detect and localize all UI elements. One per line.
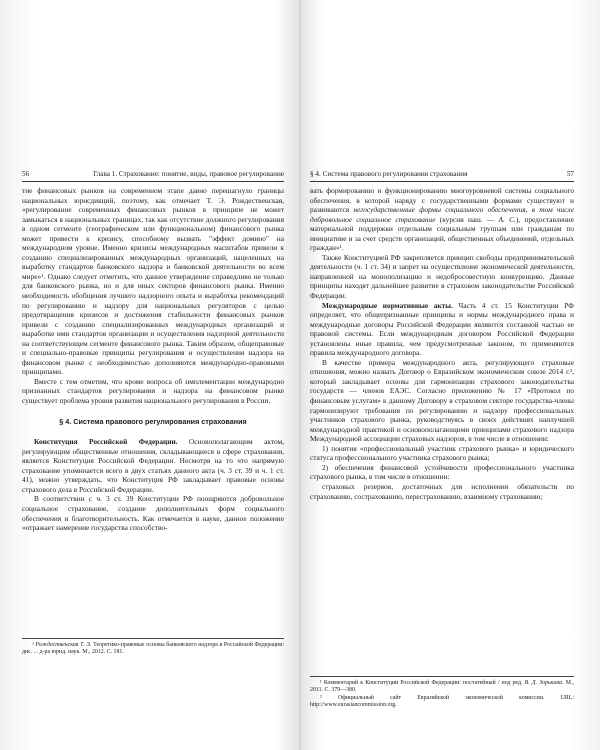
para1-end: ), предоставление материальной поддержки отдельным социальным группам или гражданам по инициативе и за счет средств организаций, общественных объединений, отдельных граждан»¹. (310, 214, 574, 253)
list-item-3: страховых резервов, достаточных для исполнения обязательств по страхованию, сострахованию, перестрахованию, взаимному страхованию; (310, 481, 574, 501)
footnote1-end: . М., 2011. С. 379—380. (310, 680, 574, 694)
footnote1-editor: В. Д. Зорькина (524, 680, 563, 686)
footnote-text: Теоретико-правовые основы банковского надзора в Российской Федерации: дис. ... д-ра юрид. наук. М., 2012. С. 181. (22, 642, 284, 656)
right-footnotes (310, 676, 574, 710)
right-paragraph-1 (310, 186, 574, 253)
right-page-content (310, 186, 574, 501)
left-footnotes (22, 638, 284, 657)
right-paragraph-3 (310, 301, 574, 358)
left-paragraph-1: тие финансовых рынков на современном этапе давно перешагнуло границы национальных юрисдикций, поэтому, как отмечает Т. Э. Рождественская, «регулирование современных финансовых рынков в принципе не может замыкаться в национальных границах, так как отсутствие должного регулирования в одном сегменте (географическом или функциональном) финансового рынка может привести к кризису, способному вызвать "эффект домино" на международном уровне. Именно кризисы международных масштабов привели к созданию специализированных международных организаций, нацеленных на выработку стандартов банковского надзора и банковской деятельности во всем мире»¹. Однако следует отметить, что данное утверждение справедливо не только для банковского рынка, но и для иных секторов финансового рынка. Именно необходимость обобщения лучшего надзорного опыта и выработка рекомендаций по регулированию и надзору для национальных регуляторов с целью предотвращения кризисов и достижения стабильности финансовых рынков привели с созданию специализированных международных организаций и выработке ими стандартов организации и осуществления надзорной деятельности на соответствующем сегменте финансового рынка. Таким образом, общеправовые и специально-правовые принципы регулирования и осуществления надзора на финансовом рынке с необходимостью дополняются международно-правовыми принципами. (22, 186, 284, 377)
footnote-author: ¹ Рождественская Т. Э. (32, 642, 92, 648)
international-acts-text: Часть 4 ст. 15 Конституции РФ определяет, что общепризнанные принципы и нормы международного права и международные договоры Российской Федерации являются составной частью ее правовой системы. Если международным договором Российской Федерации установлены иные правила, чем предусмотренные законом, то применяются правила международного договора. (310, 300, 574, 358)
right-running-head (310, 170, 574, 182)
para1-start: вать формированию и функционированию многоуровневой системы социального обеспечения, в которой наряду с государственными формами существуют и развиваются (310, 186, 574, 215)
international-acts-lead: Международные нормативные акты. (322, 300, 453, 310)
constitution-lead: Конституция Российской Федерации. (34, 437, 178, 447)
right-paragraph-2: Также Конституцией РФ закрепляется принцип свободы предпринимательской деятельности (ч. 1 ст. 34) и запрет на осуществление экономической деятельности, направленной на монополизацию и недобросовестную конкуренцию. Данные принципы находят дальнейшее развитие в страховом законодательстве Российской Федерации. (310, 252, 574, 301)
para1-mid: (курсив наш. — (435, 214, 499, 224)
left-paragraph-constitution (22, 437, 284, 494)
list-item-1: 1) понятия «профессиональный участник страхового рынка» и юридического статуса профессионального участника страхового рынка; (310, 443, 574, 463)
left-running-title: Глава 1. Страхование: понятие, виды, правовое регулирование (93, 170, 284, 178)
footnote1-start: ¹ Комментарий к Конституции Российской Федерации: постатейный / под ред. (320, 680, 525, 686)
left-page-content (22, 186, 284, 533)
right-paragraph-4: В качестве примера международного акта, регулирующего страховые отношения, можно назвать Договор о Евразийском экономическом союзе 2014 г.², который закладывает основы для гармонизации страхового законодательства государств — членов ЕАЭС. Согласно приложению № 17 «Протокол по финансовым услугам» к данному Договору в страховом секторе государства-члены гармонизируют требования по регулированию и надзору профессиональных участников страхового рынка, руководствуясь в своих действиях наилучшей международной практикой и основополагающими принципами страхового надзора Международной ассоциации страховых надзоров, в том числе в отношении: (310, 357, 574, 444)
left-paragraph-2: Вместе с тем отметим, что кроме вопроса об имплементации международно признанных стандартов регулирования и надзора на финансовом рынке существует проблема уровня развития национального регулирования в России. (22, 376, 284, 406)
left-paragraph-article39: В соответствии с ч. 3 ст. 39 Конституции РФ поощряются добровольное социальное страхование, создание дополнительных форм социального обеспечения и благотворительность. Как отмечается в науке, данное положение «отражает намерение государства способство- (22, 494, 284, 533)
left-page-number: 56 (22, 170, 30, 178)
section-heading: § 4. Система правового регулирования страхования (59, 416, 247, 426)
right-running-title: § 4. Система правового регулирования страхования (310, 170, 468, 178)
right-footnote-2: ² Официальный сайт Евразийской экономической комиссии. URL: http://www.eurasiancommission.org. (310, 694, 574, 709)
constitution-text: Основополагающим актом, регулирующим общественные отношения, складывающиеся в сфере страхования, является Конституция Российской Федерации. Несмотря на то что напрямую страхование упоминается всего в двух статьях данного акта (ч. 3 ст. 39 и ч. 1 ст. 41), можно утверждать, что Конституция РФ закладывает правовые основы страхового дела в Российской Федерации. (22, 437, 284, 494)
left-running-head (22, 170, 284, 182)
right-footnote-1 (310, 680, 574, 695)
right-page-number: 57 (566, 170, 574, 178)
right-page (300, 0, 600, 750)
left-footnote-1 (22, 642, 284, 657)
list-item-2: 2) обеспечения финансовой устойчивости профессионального участника страхового рынка, в том числе в отношении: (310, 462, 574, 482)
para1-italic: негосударственные формы социального обеспечения, в том числе добровольное социальное страхование (310, 205, 574, 224)
para1-italic-initials: А. С. (498, 214, 516, 224)
